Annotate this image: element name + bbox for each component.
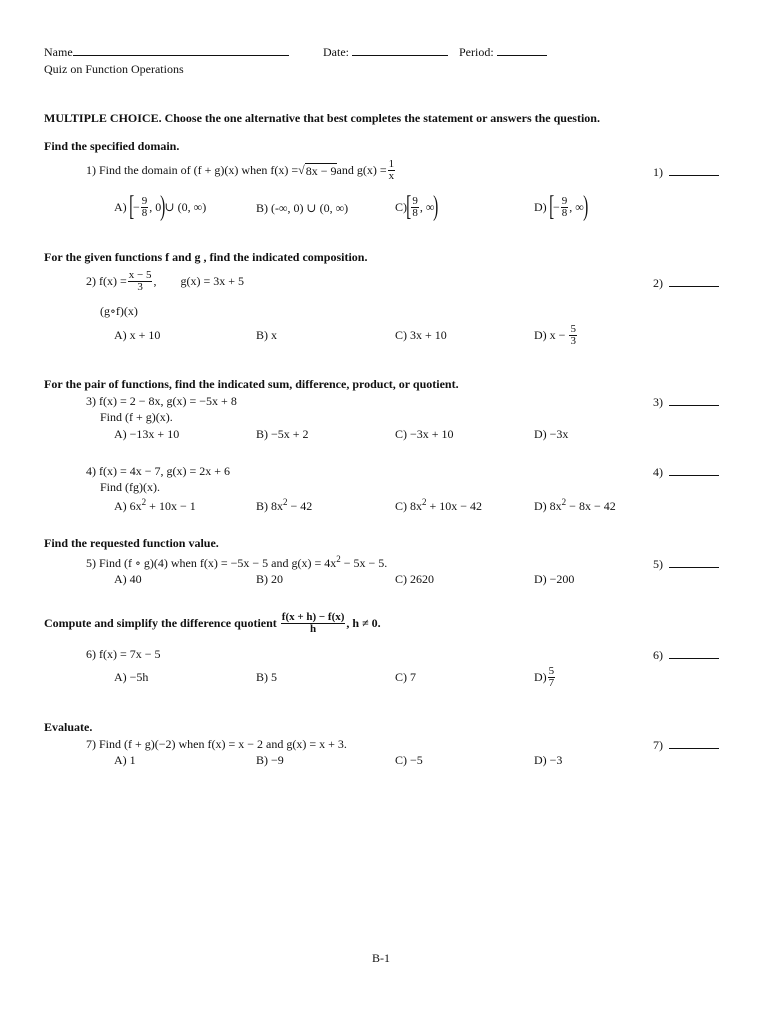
q3-choice-c[interactable]: C) −3x + 10	[395, 427, 454, 441]
section-heading-difference-quotient: Compute and simplify the difference quotient $\frac{f(x + h) - f(x)}{h}$ , h ≠ 0.	[44, 610, 381, 635]
period-field[interactable]	[459, 44, 547, 59]
date-field[interactable]	[323, 44, 448, 59]
q4-choice-b[interactable]: B) $8x^2 - 42$	[256, 497, 313, 513]
q6-choice-a[interactable]: A) −5h	[114, 670, 149, 684]
q5-choice-c[interactable]: C) 2620	[395, 572, 434, 586]
q4-choice-a[interactable]: A) $6x^2 + 10x - 1$	[114, 497, 196, 513]
answer-blank-2[interactable]: 2)	[653, 275, 719, 290]
question-4-task: Find (fg)(x).	[100, 480, 160, 494]
name-blank[interactable]	[73, 44, 289, 56]
answer-blank-3[interactable]: 3)	[653, 394, 719, 409]
q5-choice-b[interactable]: B) 20	[256, 572, 283, 586]
instructions: MULTIPLE CHOICE. Choose the one alternative that best completes the statement or answers the question.	[44, 111, 600, 125]
q5-choice-a[interactable]: A) 40	[114, 572, 142, 586]
q1-choice-b[interactable]: B) (-∞, 0) ∪ (0, ∞)	[256, 201, 349, 215]
answer-blank-1[interactable]: 1)	[653, 164, 719, 179]
question-4-stem: 4) f(x) = 4x − 7, g(x) = 2x + 6	[86, 464, 231, 478]
question-6-stem: 6) f(x) = 7x − 5	[86, 647, 161, 661]
q7-choice-b[interactable]: B) −9	[256, 753, 284, 767]
q6-choice-c[interactable]: C) 7	[395, 670, 416, 684]
q1-choice-a[interactable]: A) [ − $\frac{9}{8}$ , 0 ) ∪ (0, ∞)	[114, 191, 207, 222]
section-heading-operations: For the pair of functions, find the indicated sum, difference, product, or quotient.	[44, 377, 459, 391]
question-1-stem: 1) Find the domain of (f + g)(x) when f(x) = √ 8x − 9 and g(x) = $\frac{1}{x}$	[86, 157, 395, 182]
q3-choice-d[interactable]: D) −3x	[534, 427, 569, 441]
period-label: Period:	[459, 45, 494, 59]
section-heading-domain: Find the specified domain.	[44, 139, 180, 153]
q6-choice-d[interactable]: D) $\frac{5}{7}$	[534, 664, 555, 689]
answer-blank-7[interactable]: 7)	[653, 737, 719, 752]
period-blank[interactable]	[497, 44, 547, 56]
q2-choice-a[interactable]: A) x + 10	[114, 328, 161, 342]
q7-choice-a[interactable]: A) 1	[114, 753, 136, 767]
q7-choice-d[interactable]: D) −3	[534, 753, 563, 767]
q2-choice-d[interactable]: D) x − $\frac{5}{3}$	[534, 322, 576, 347]
quiz-title: Quiz on Function Operations	[44, 62, 184, 76]
q1-choice-d[interactable]: D) [ − $\frac{9}{8}$ , ∞ )	[534, 191, 589, 222]
q3-choice-a[interactable]: A) −13x + 10	[114, 427, 180, 441]
section-heading-function-value: Find the requested function value.	[44, 536, 219, 550]
q1-choice-c[interactable]: C) [ $\frac{9}{8}$ , ∞ )	[395, 191, 439, 222]
q4-choice-d[interactable]: D) $8x^2 - 8x - 42$	[534, 497, 616, 513]
date-label: Date:	[323, 45, 349, 59]
q2-choice-b[interactable]: B) x	[256, 328, 277, 342]
question-5-stem: 5) Find (f ∘ g)(4) when f(x) = −5x − 5 and $g(x) = 4x^2 - 5x - 5$.	[86, 554, 388, 570]
date-blank[interactable]	[352, 44, 448, 56]
question-7-stem: 7) Find (f + g)(−2) when f(x) = x − 2 and g(x) = x + 3.	[86, 737, 347, 751]
q4-choice-c[interactable]: C) $8x^2 + 10x - 42$	[395, 497, 483, 513]
q2-composition: (g∘f)(x)	[100, 304, 138, 318]
question-2-stem: 2) f(x) = $\frac{x - 5}{3}$ , g(x) = 3x + 5	[86, 268, 245, 293]
q5-choice-d[interactable]: D) −200	[534, 572, 575, 586]
page-number: B-1	[372, 951, 390, 965]
answer-blank-4[interactable]: 4)	[653, 464, 719, 479]
q2-choice-c[interactable]: C) 3x + 10	[395, 328, 447, 342]
name-field[interactable]	[44, 44, 289, 59]
section-heading-composition: For the given functions f and g , find the indicated composition.	[44, 250, 368, 264]
answer-blank-6[interactable]: 6)	[653, 647, 719, 662]
section-heading-evaluate: Evaluate.	[44, 720, 93, 734]
q3-choice-b[interactable]: B) −5x + 2	[256, 427, 309, 441]
question-3-task: Find (f + g)(x).	[100, 410, 173, 424]
answer-blank-5[interactable]: 5)	[653, 556, 719, 571]
question-3-stem: 3) f(x) = 2 − 8x, g(x) = −5x + 8	[86, 394, 237, 408]
q6-choice-b[interactable]: B) 5	[256, 670, 277, 684]
q7-choice-c[interactable]: C) −5	[395, 753, 423, 767]
name-label: Name	[44, 45, 73, 59]
